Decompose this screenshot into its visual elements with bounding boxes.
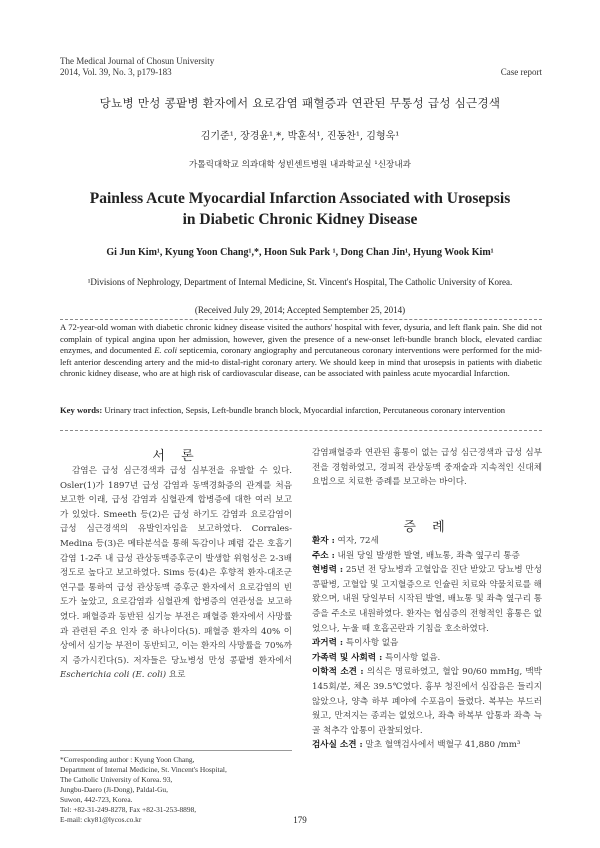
korean-title: 당뇨병 만성 콩팥병 환자에서 요로감염 패혈증과 연관된 무통성 급성 심근경색	[99, 96, 501, 110]
korean-affiliation: 가톨릭대학교 의과대학 성빈센트병원 내과학교실 ¹신장내과	[189, 160, 411, 170]
abstract-bottom-divider	[60, 430, 542, 431]
case-patient: 환자 : 여자, 72세	[312, 536, 379, 546]
journal-citation: 2014, Vol. 39, No. 3, p179-183	[60, 67, 172, 77]
english-title-line-2: in Diabetic Chronic Kidney Disease	[182, 211, 418, 228]
case-family-history: 가족력 및 사회력 : 특이사항 없음.	[312, 652, 441, 663]
case-physical-exam: 이학적 소견 : 의식은 명료하였고, 혈압 90/60 mmHg, 맥박 145회/분, 체온 39.5℃였다. 흉부 청진에서 심잡음은 들리지 않았으나, 양측 하부 폐야에 수포음이 들렸다. 복부는 부드러웠고, 만져지는 종괴는 없었으나, 좌측 하복부 압통과 좌측 늑골 척추각 압통이 관찰되었다.	[312, 667, 542, 736]
intro-continuation: 감염패혈증과 연관된 흉통이 없는 급성 심근경색과 급성 심부전을 경험하였고, 경피적 관상동맥 중재술과 지속적인 신대체 요법으로 치료한 증례를 보고하는 바이다.	[312, 448, 542, 488]
case-past-history: 과거력 : 특이사항 없음	[312, 638, 399, 649]
case-report-body	[312, 534, 542, 753]
keywords-list: Urinary tract infection, Sepsis, Left-bundle branch block, Myocardial infarction, Percutaneous coronary intervention	[102, 405, 506, 415]
case-heading: 증 례	[403, 520, 451, 535]
case-lab-findings: 검사실 소견 : 말초 혈액검사에서 백혈구 41,880 /mm³	[312, 740, 521, 751]
case-present-illness: 현병력 : 25년 전 당뇨병과 고혈압을 진단 받았고 당뇨병 만성 콩팥병, 고혈압 및 고지혈증으로 인슐린 치료와 약물치료를 해왔으며, 내원 당일부터 시작된 발열, 배뇨통 및 좌측 옆구리 통증을 주소로 내원하였다. 환자는 협심증의 전형적인 흉통은 없었으나, 누울 때 호흡곤란과 기침을 호소하였다.	[312, 565, 542, 634]
article-type: Case report	[500, 67, 542, 77]
footnote-divider	[60, 750, 292, 751]
page-number: 179	[293, 815, 307, 825]
case-chief-complaint: 주소 : 내원 당일 발생한 발열, 배뇨통, 좌측 옆구리 통증	[312, 550, 520, 561]
abstract-text: A 72-year-old woman with diabetic chronic kidney disease visited the authors' hospital with fever, dysuria, and left flank pain. She did not complain of typical angina upon her admission, however, given the presence of a new-onset left-bundle branch block, elevated cardiac enzymes, and documented E. coli septicemia, coronary angiography and percutaneous coronary interventions were performed for the mid-left anterior descending artery and the mid-to distal-right coronary artery. We should keep in mind that urosepsis in patients with diabetic chronic kidney disease, who are at high risk of cardiovascular disease, can be associated with painless acute myocardial Infarction.	[60, 322, 543, 378]
intro-heading: 서 론	[152, 449, 200, 464]
korean-authors: 김기준¹, 장경윤¹,*, 박훈석¹, 진동찬¹, 김형욱¹	[200, 131, 400, 142]
english-title-line-1: Painless Acute Myocardial Infarction Associated with Urosepsis	[89, 190, 511, 207]
keywords	[60, 405, 542, 417]
journal-name: The Medical Journal of Chosun University	[60, 56, 215, 66]
english-authors: Gi Jun Kim¹, Kyung Yoon Chang¹,*, Hoon Suk Park ¹, Dong Chan Jin¹, Hyung Wook Kim¹	[106, 247, 494, 258]
intro-paragraph: 감염은 급성 심근경색과 급성 심부전을 유발할 수 있다. Osler(1)가 1897년 급성 감염과 동맥경화증의 관계를 처음 보고한 이래, 급성 감염과 심혈관계 합병증에 대한 여러 보고가 있었다. Smeeth 등(2)은 급성 하기도 감염과 요로감염이 급성 심근경색의 유발인자임을 보고하였다. Corrales-Medina 등(3)은 메타분석을 통해 독감이나 폐렴 같은 호흡기 감염 1-2주 내 급성 관상동맥증후군이 발생할 위험성은 2-3배 정도로 높다고 보고하였다. Sims 등(4)은 후향적 환자-대조군 연구를 통하여 급성 관상동맥 증후군 환자에서 요로감염의 빈도가 높았고, 요로감염과 심혈관계 합병증의 연관성을 보고하였다. 패혈증과 동반된 심기능 부전은 패혈증 환자에서 사망률과 관련된 주요 인자 중 하나이다(5). 패혈증 환자의 40% 이상에서 심기능 부전이 동반되고, 이는 환자의 사망률을 70%까지 증가시킨다(5). 저자들은 당뇨병성 만성 콩팥병 환자에서 Escherichia coli (E. coli) 요로	[60, 466, 292, 681]
keywords-label: Key words:	[60, 405, 103, 415]
english-affiliation: ¹Divisions of Nephrology, Department of Internal Medicine, St. Vincent's Hospital, The Catholic University of Korea.	[87, 277, 513, 287]
corresponding-author-footnote: *Corresponding author : Kyung Yoon Chang, Department of Internal Medicine, St. Vincent's Hospital, The Catholic University of Korea. 93, Jungbu-Daero (Ji-Dong), Paldal-Gu, Suwon, 442-723, Korea. Tel: +82-31-249-8278, Fax +82-31-253-8898, E-mail: cky81@lycos.co.kr	[60, 755, 227, 824]
received-dates: (Received July 29, 2014; Accepted Semptember 25, 2014)	[194, 305, 406, 315]
abstract-top-divider	[60, 319, 542, 320]
